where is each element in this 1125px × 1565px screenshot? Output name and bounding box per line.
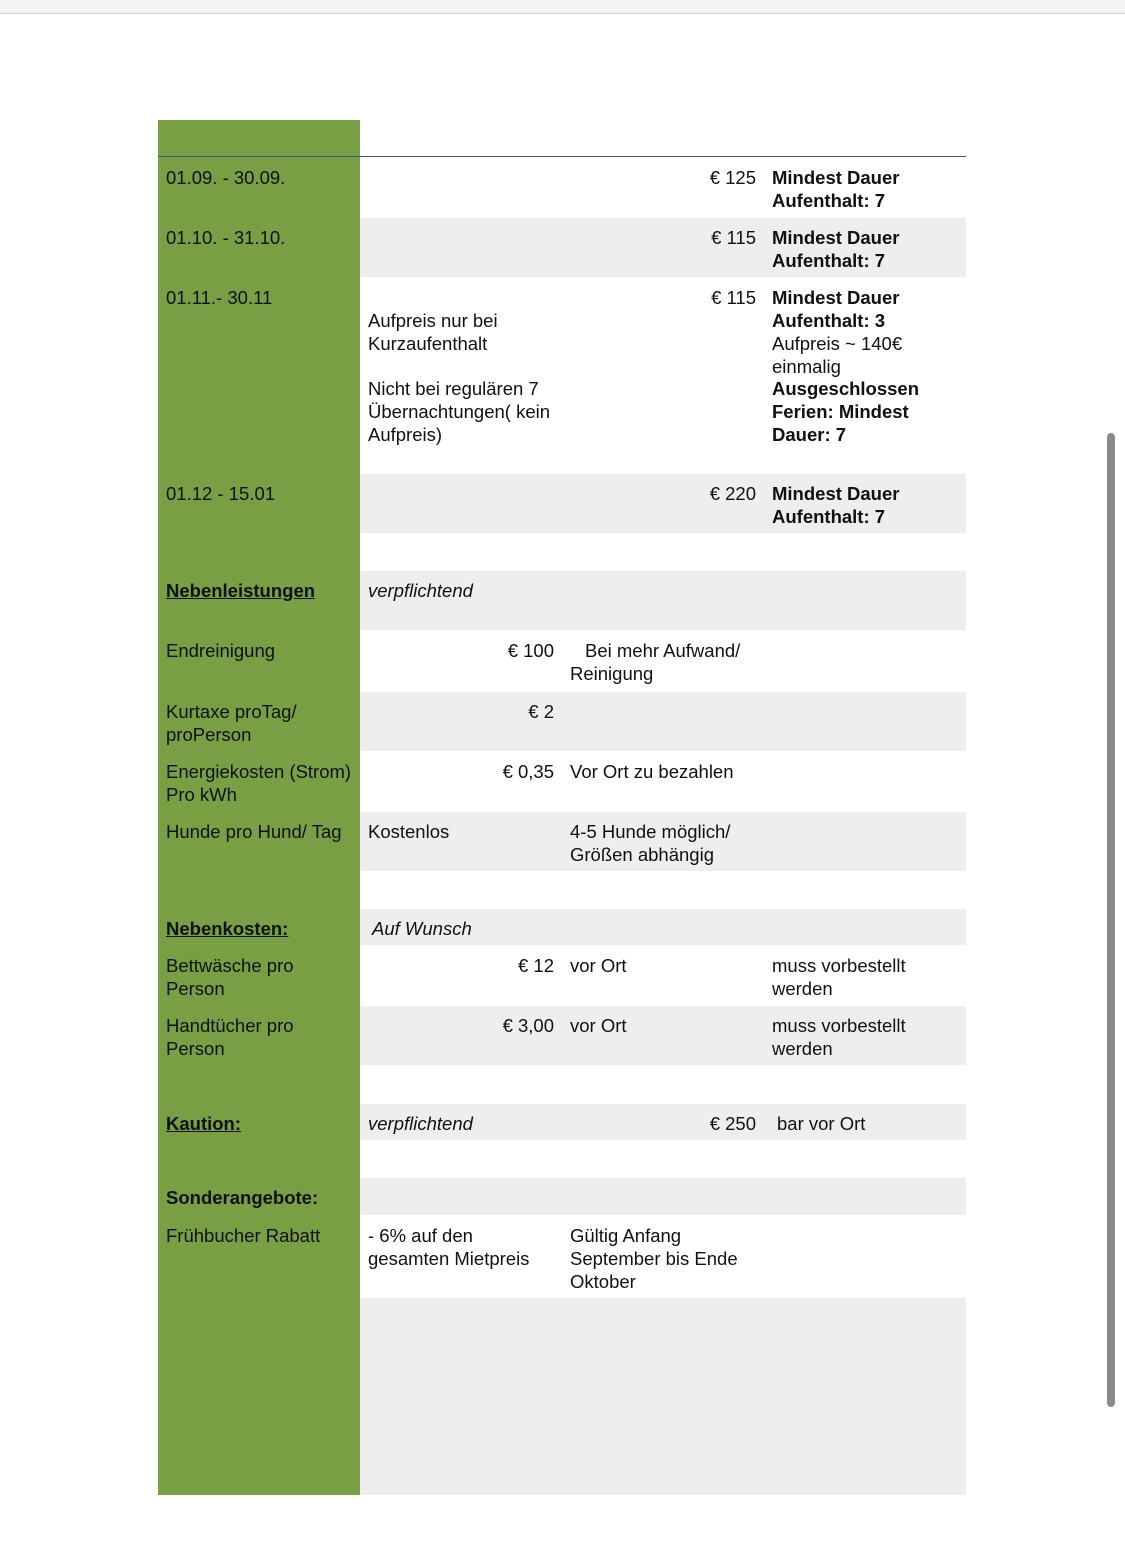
section-tag: verpflichtend xyxy=(368,1113,473,1134)
section-heading: Sonderangebote: xyxy=(166,1187,319,1208)
cost-label: Handtücher pro xyxy=(166,1015,294,1036)
fee-note: Vor Ort zu bezahlen xyxy=(570,761,734,782)
season-note: Übernachtungen( kein xyxy=(368,401,551,422)
fee-price: Kostenlos xyxy=(368,821,450,842)
season-price: € 125 xyxy=(709,167,756,188)
season-exclusion: Ausgeschlossen xyxy=(772,378,920,399)
offer-discount: - 6% auf den xyxy=(368,1225,473,1246)
section-tag: verpflichtend xyxy=(368,580,473,601)
fee-note: Reinigung xyxy=(570,663,654,684)
season-period: 01.09. - 30.09. xyxy=(166,167,286,188)
section-tag: Auf Wunsch xyxy=(372,918,472,939)
fee-note: 4-5 Hunde möglich/ xyxy=(570,821,731,842)
cost-note: werden xyxy=(772,978,833,999)
offer-discount: gesamten Mietpreis xyxy=(368,1248,530,1269)
row-band xyxy=(360,692,966,751)
season-note: Nicht bei regulären 7 xyxy=(368,378,539,399)
cost-price: € 3,00 xyxy=(502,1015,554,1036)
offer-label: Frühbucher Rabatt xyxy=(166,1225,321,1246)
fee-price: € 2 xyxy=(528,701,554,722)
fee-label: Hunde pro Hund/ Tag xyxy=(166,821,342,842)
deposit-note: bar vor Ort xyxy=(777,1113,866,1134)
offer-validity: September bis Ende xyxy=(570,1248,738,1269)
season-period: 01.12 - 15.01 xyxy=(166,483,276,504)
offer-validity: Gültig Anfang xyxy=(570,1225,682,1246)
vertical-scrollbar[interactable] xyxy=(1107,433,1115,1407)
season-min-stay: Aufenthalt: 7 xyxy=(772,250,886,271)
fee-price: € 0,35 xyxy=(502,761,554,782)
season-min-stay: Aufenthalt: 3 xyxy=(772,310,886,331)
section-heading: Kaution: xyxy=(166,1113,242,1134)
fee-note: Bei mehr Aufwand/ xyxy=(585,640,741,661)
cost-price: € 12 xyxy=(517,955,554,976)
fee-note: Größen abhängig xyxy=(570,844,714,865)
season-surcharge: Aufpreis ~ 140€ xyxy=(772,333,903,354)
season-price: € 220 xyxy=(709,483,756,504)
season-min-stay: Mindest Dauer xyxy=(772,167,900,188)
header-rule xyxy=(158,156,966,157)
cost-where: vor Ort xyxy=(570,955,627,976)
cost-where: vor Ort xyxy=(570,1015,627,1036)
fee-label: Pro kWh xyxy=(166,784,237,805)
season-price: € 115 xyxy=(711,227,756,248)
season-min-stay: Mindest Dauer xyxy=(772,227,900,248)
offer-validity: Oktober xyxy=(570,1271,636,1292)
label-column xyxy=(158,120,360,1495)
season-period: 01.10. - 31.10. xyxy=(166,227,286,248)
fee-label: Energiekosten (Strom) xyxy=(166,761,352,782)
fee-label: Kurtaxe proTag/ xyxy=(166,701,297,722)
fee-label: Endreinigung xyxy=(166,640,276,661)
cost-label: Bettwäsche pro xyxy=(166,955,294,976)
season-min-stay: Aufenthalt: 7 xyxy=(772,190,886,211)
section-heading: Nebenkosten: xyxy=(166,918,289,939)
season-note: Kurzaufenthalt xyxy=(368,333,488,354)
season-min-stay: Mindest Dauer xyxy=(772,483,900,504)
deposit-price: € 250 xyxy=(709,1113,756,1134)
cost-note: muss vorbestellt xyxy=(772,955,906,976)
season-exclusion: Ferien: Mindest xyxy=(772,401,909,422)
cost-note: muss vorbestellt xyxy=(772,1015,906,1036)
section-heading: Nebenleistungen xyxy=(166,580,316,601)
cost-label: Person xyxy=(166,978,225,999)
season-min-stay: Mindest Dauer xyxy=(772,287,900,308)
season-min-stay: Aufenthalt: 7 xyxy=(772,506,886,527)
fee-label: proPerson xyxy=(166,724,252,745)
season-surcharge: einmalig xyxy=(772,356,841,377)
season-exclusion: Dauer: 7 xyxy=(772,424,847,445)
row-band xyxy=(360,1298,966,1495)
row-band xyxy=(360,1178,966,1215)
top-toolbar xyxy=(0,0,1125,14)
season-price: € 115 xyxy=(711,287,756,308)
season-note: Aufpreis nur bei xyxy=(368,310,498,331)
season-note: Aufpreis) xyxy=(368,424,443,445)
fee-price: € 100 xyxy=(507,640,554,661)
season-period: 01.11.- 30.11 xyxy=(166,287,273,308)
cost-note: werden xyxy=(772,1038,833,1059)
cost-label: Person xyxy=(166,1038,225,1059)
